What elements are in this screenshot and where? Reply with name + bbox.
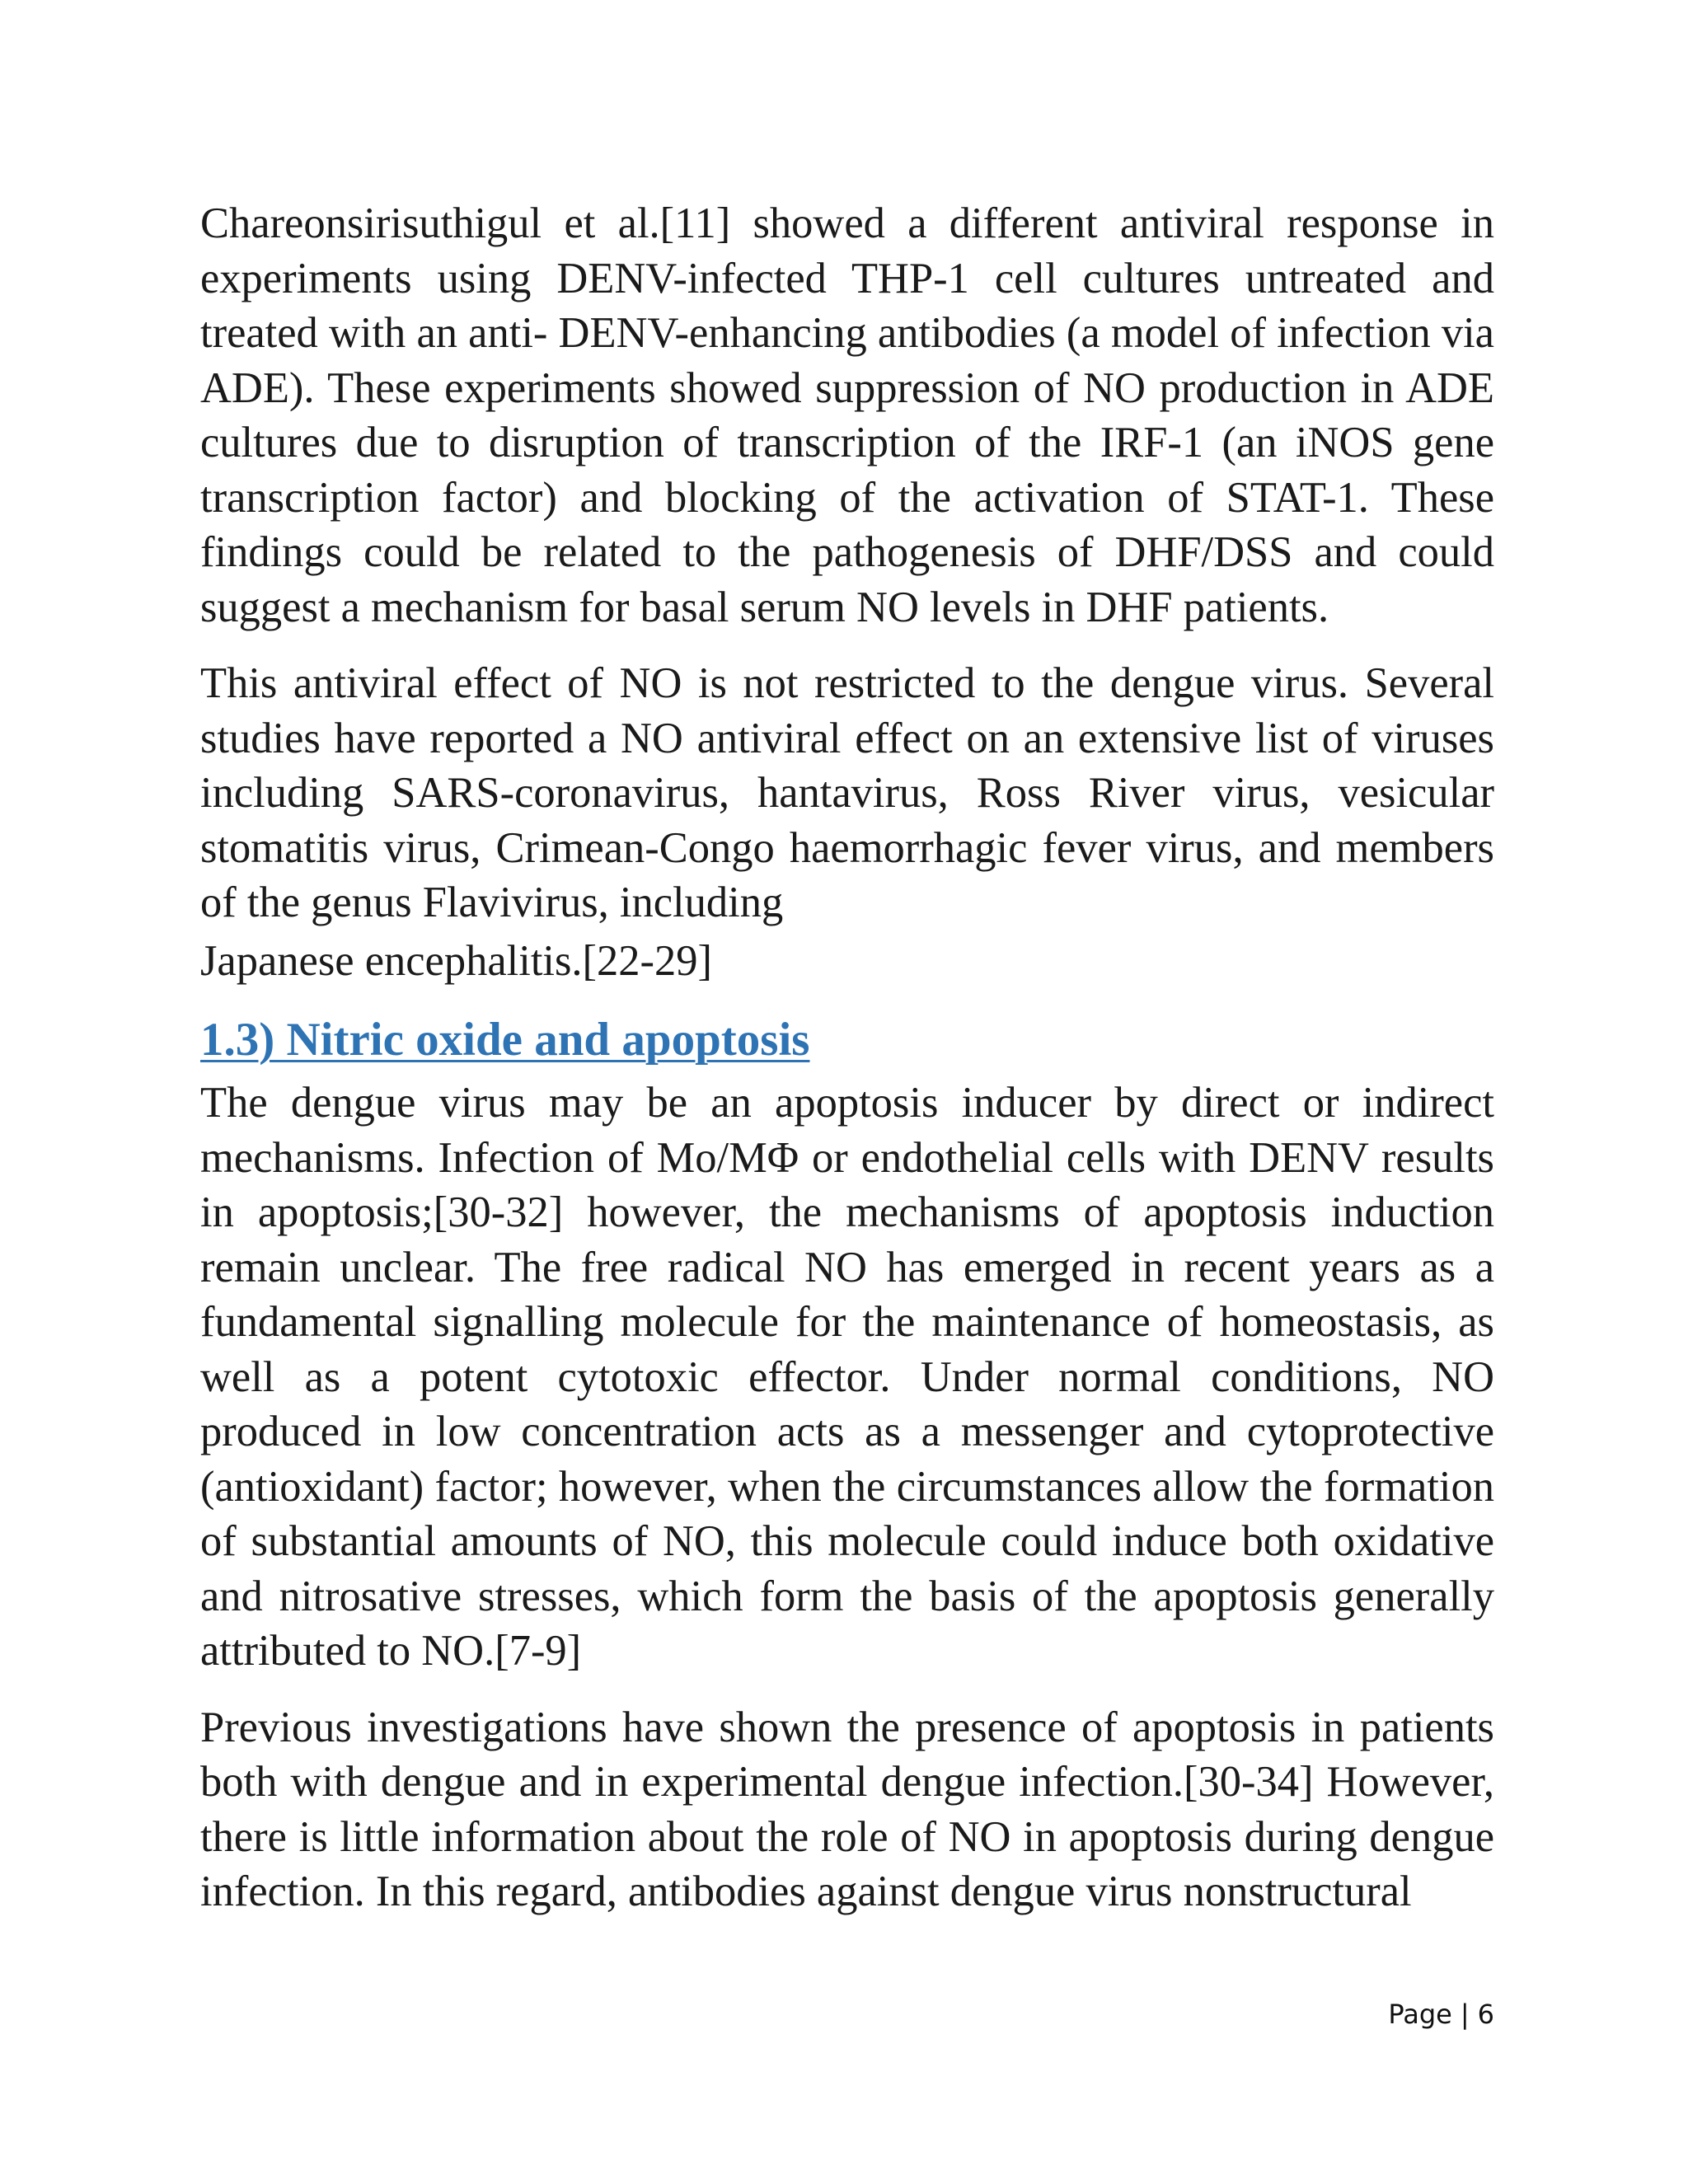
footer-page-label: Page xyxy=(1388,1999,1452,2030)
paragraph-antiviral-effect: This antiviral effect of NO is not restricted to the dengue virus. Several studies have reported a NO antiviral effect on an extensive list of viruses including SARS-coronavirus, hantavirus, Ross River virus, vesicular stomatitis virus, Crimean-Congo haemorrhagic fever virus, and members of the genus Flavivirus, including xyxy=(200,659,1494,926)
paragraph-apoptosis-inducer: The dengue virus may be an apoptosis inducer by direct or indirect mechanisms. Infection of Mo/MΦ or endothelial cells with DENV results in apoptosis;[30-32] however, the mechanisms of apoptosis induction remain unclear. The free radical NO has emerged in recent years as a fundamental signalling molecule for the maintenance of homeostasis, as well as a potent cytotoxic effector. Under normal conditions, NO produced in low concentration acts as a messenger and cytoprotective (antioxidant) factor; however, when the circumstances allow the formation of substantial amounts of NO, this molecule could induce both oxidative and nitrosative stresses, which form the basis of the apoptosis generally attributed to NO.[7-9] xyxy=(200,1079,1494,1675)
paragraph-chareonsirisuthigul: Chareonsirisuthigul et al.[11] showed a different antiviral response in experiments using DENV-infected THP-1 cell cultures untreated and treated with an anti- DENV-enhancing antibodies (a model of infection via ADE). These experiments showed suppression of NO production in ADE cultures due to disruption of transcription of the IRF-1 (an iNOS gene transcription factor) and blocking of the activation of STAT-1. These findings could be related to the pathogenesis of DHF/DSS and could suggest a mechanism for basal serum NO levels in DHF patients. xyxy=(200,199,1494,631)
footer-page-number: 6 xyxy=(1477,1999,1494,2030)
paragraph-previous-investigations: Previous investigations have shown the presence of apoptosis in patients both with dengue and in experimental dengue infection.[30-34] However, there is little information about the role of NO in apoptosis during dengue infection. In this regard, antibodies against dengue virus nonstructural xyxy=(200,1703,1494,1915)
section-heading: 1.3) Nitric oxide and apoptosis xyxy=(200,1014,810,1066)
footer-separator: | xyxy=(1460,1999,1470,2030)
page-footer xyxy=(1388,1999,1494,2030)
paragraph-japanese-encephalitis: Japanese encephalitis.[22-29] xyxy=(200,936,713,985)
document-page xyxy=(200,196,1494,1941)
